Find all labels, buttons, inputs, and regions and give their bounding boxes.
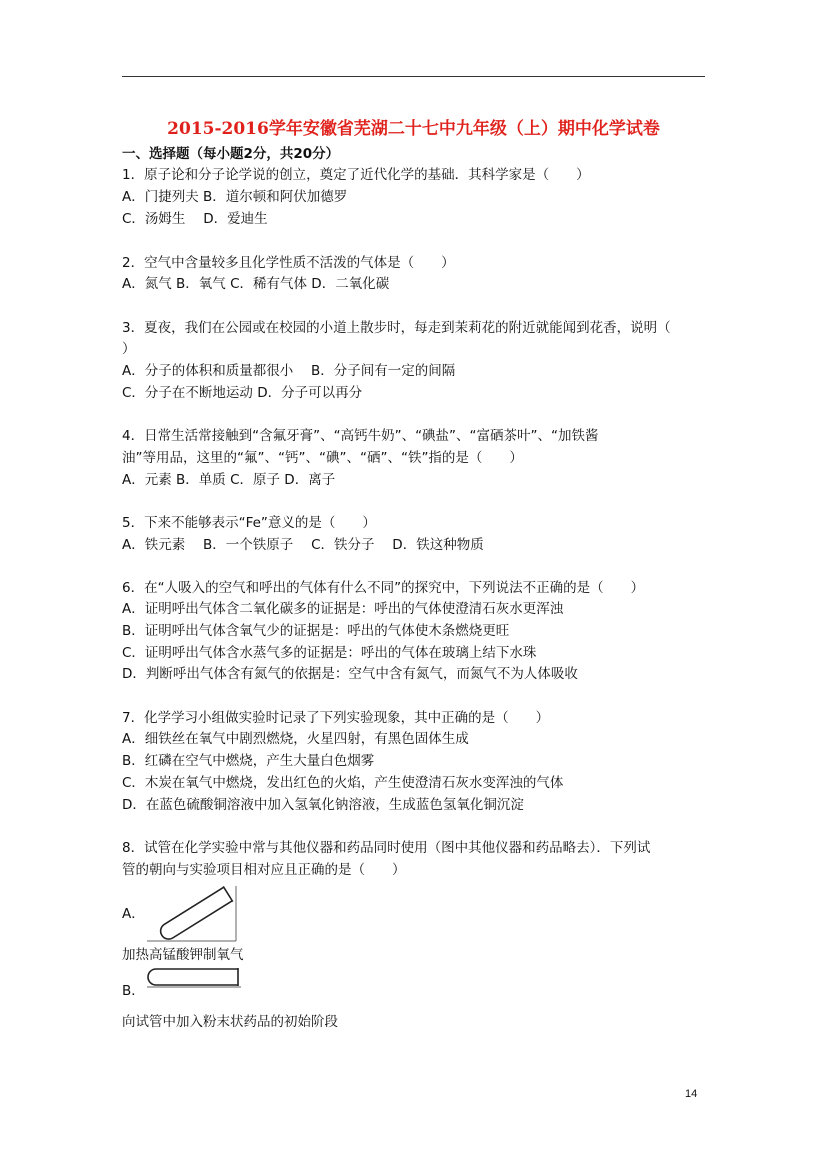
q8-option-b-label: B．: [122, 983, 145, 999]
question-4: 4．日常生活常接触到“含氟牙膏”、“高钙牛奶”、“碘盐”、“富硒茶叶”、“加铁酱: [122, 428, 599, 444]
question-5: 5．下来不能够表示“Fe”意义的是（ ）: [122, 515, 376, 531]
q7-option-b: B．红磷在空气中燃烧，产生大量白色烟雾: [122, 753, 375, 769]
question-2: 2．空气中含量较多且化学性质不活泼的气体是（ ）: [122, 255, 455, 271]
q6-option-b: B．证明呼出气体含氧气少的证据是：呼出的气体使木条燃烧更旺: [122, 623, 510, 639]
question-1: 1．原子论和分子论学说的创立，奠定了近代化学的基础．其科学家是（ ）: [122, 167, 590, 183]
q6-option-c: C．证明呼出气体含水蒸气多的证据是：呼出的气体在玻璃上结下水珠: [122, 645, 537, 661]
horizontal-test-tube-figure: [146, 966, 242, 988]
q4-options: A．元素 B．单质 C．原子 D．离子: [122, 472, 336, 488]
q1-options-cd: C．汤姆生 D．爱迪生: [122, 211, 268, 227]
q3-options-cd: C．分子在不断地运动 D．分子可以再分: [122, 385, 363, 401]
header-rule: [122, 76, 705, 77]
question-3: 3．夏夜，我们在公园或在校园的小道上散步时，每走到茉莉花的附近就能闻到花香，说明（: [122, 320, 671, 336]
q7-option-d: D．在蓝色硫酸铜溶液中加入氢氧化钠溶液，生成蓝色氢氧化铜沉淀: [122, 797, 524, 813]
q1-options-ab: A．门捷列夫 B．道尔顿和阿伏加德罗: [122, 189, 348, 205]
question-8-cont: 管的朝向与实验项目相对应且正确的是（ ）: [122, 862, 406, 878]
q8-option-a-caption: 加热高锰酸钾制氧气: [122, 947, 244, 963]
question-4-cont: 油”等用品，这里的“氟”、“钙”、“碘”、“硒”、“铁”指的是（ ）: [122, 450, 523, 466]
q8-option-a-label: A．: [122, 906, 145, 922]
q6-option-d: D．判断呼出气体含有氮气的依据是：空气中含有氮气，而氮气不为人体吸收: [122, 666, 578, 682]
page-number: 14: [685, 1088, 698, 1100]
q5-options: A．铁元素 B．一个铁原子 C．铁分子 D．铁这种物质: [122, 537, 484, 553]
q3-options-ab: A．分子的体积和质量都很小 B．分子间有一定的间隔: [122, 363, 456, 379]
q6-option-a: A．证明呼出气体含二氧化碳多的证据是：呼出的气体使澄清石灰水更浑浊: [122, 601, 564, 617]
page-title: 2015-2016学年安徽省芜湖二十七中九年级（上）期中化学试卷: [167, 119, 660, 139]
q2-options: A．氮气 B．氧气 C．稀有气体 D．二氧化碳: [122, 276, 390, 292]
q7-option-a: A．细铁丝在氧气中剧烈燃烧，火星四射，有黑色固体生成: [122, 731, 469, 747]
question-3-cont: ）: [122, 341, 136, 357]
question-6: 6．在“人吸入的空气和呼出的气体有什么不同”的探究中，下列说法不正确的是（ ）: [122, 580, 645, 596]
question-8: 8．试管在化学实验中常与其他仪器和药品同时使用（图中其他仪器和药品略去）．下列试: [122, 840, 651, 856]
q8-option-b-caption: 向试管中加入粉末状药品的初始阶段: [122, 1014, 338, 1030]
question-7: 7．化学学习小组做实验时记录了下列实验现象，其中正确的是（ ）: [122, 710, 550, 726]
tilted-test-tube-figure: [146, 880, 238, 942]
q7-option-c: C．木炭在氧气中燃烧，发出红色的火焰，产生使澄清石灰水变浑浊的气体: [122, 775, 564, 791]
section-heading: 一、选择题（每小题2分，共20分）: [122, 146, 340, 162]
